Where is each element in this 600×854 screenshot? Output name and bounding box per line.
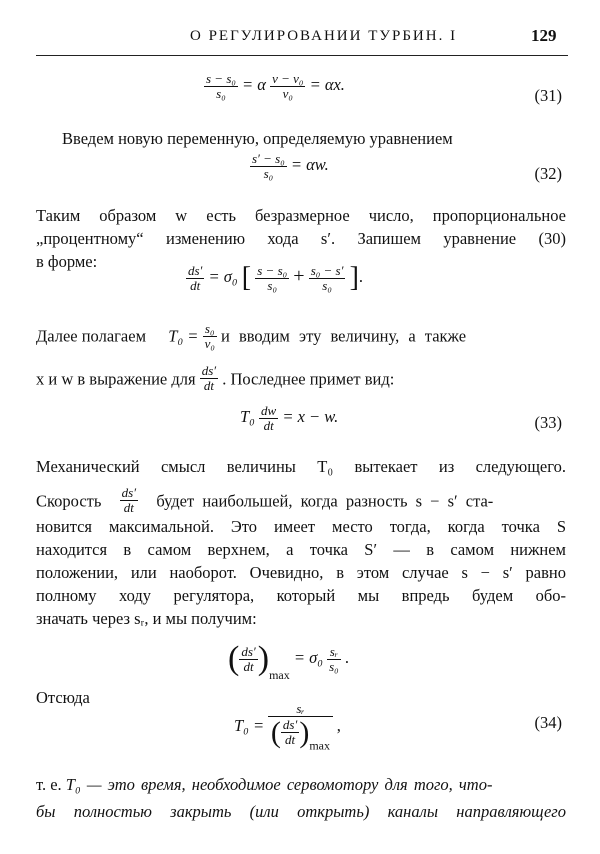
final-rest: T₀ — это время, необходимое сервомотору для того, что- bbox=[65, 775, 493, 794]
form-d1: s₀ bbox=[267, 277, 277, 293]
final-prefix: т. е. bbox=[36, 775, 62, 794]
equation-31-number: (31) bbox=[534, 86, 562, 105]
para3-line2 bbox=[36, 486, 566, 514]
page-number: 129 bbox=[531, 26, 557, 45]
final-line2: бы полностью закрыть (или открыть) каналы направляющего bbox=[36, 802, 566, 821]
para3-l2-den: dt bbox=[123, 499, 134, 515]
eq32-rhs: = αw. bbox=[290, 154, 329, 174]
equation-33-number: (33) bbox=[534, 413, 562, 432]
eq33-den: dt bbox=[263, 417, 274, 433]
final-line1 bbox=[36, 777, 566, 794]
form-end: . bbox=[358, 266, 364, 286]
max-eq: = σ₀ bbox=[293, 647, 323, 667]
para2-e: . Последнее примет вид: bbox=[222, 369, 395, 389]
intro-32: Введем новую переменную, определяемую уравнением bbox=[62, 129, 453, 148]
eq31-rhs: = αx. bbox=[309, 74, 345, 94]
para3-line5: положении, или наоборот. Очевидно, в этом случае s − s′ равно bbox=[36, 563, 566, 582]
form-plus: + bbox=[293, 264, 305, 287]
para3-line1: Механический смысл величины T₀ вытекает из следующего. bbox=[36, 457, 566, 476]
para1-line3: в форме: bbox=[36, 252, 98, 271]
para3-line4: находится в самом верхнем, а точка S′ — в самом нижнем bbox=[36, 540, 566, 559]
header-rule bbox=[36, 55, 568, 56]
form-n2: s₀ − s′ bbox=[310, 262, 344, 278]
eq33-rhs: = x − w. bbox=[282, 406, 339, 426]
para2-d-num: ds′ bbox=[201, 363, 217, 378]
para2-t0-num: s₀ bbox=[203, 322, 217, 337]
eq31-eq: = α bbox=[242, 74, 266, 94]
max-den: dt bbox=[243, 658, 254, 674]
para3-l2-num: ds′ bbox=[121, 485, 137, 500]
eq34-inner-num: ds′ bbox=[282, 717, 298, 733]
eq34-num: sᵣ bbox=[268, 702, 332, 717]
eq32-num: s′ − s₀ bbox=[252, 151, 285, 166]
equation-31 bbox=[204, 72, 345, 100]
equation-34-number: (34) bbox=[534, 713, 562, 732]
form-eq: = σ₀ bbox=[208, 266, 238, 286]
para2-t0-den: v₀ bbox=[204, 335, 215, 351]
max-den2: s₀ bbox=[329, 658, 339, 674]
right-bracket: ] bbox=[349, 262, 359, 293]
para2-a: Далее полагаем bbox=[36, 326, 147, 346]
form-n1: s − s₀ bbox=[257, 262, 288, 278]
eq31-num2: v − v₀ bbox=[272, 71, 304, 86]
form-d2: s₀ bbox=[322, 277, 332, 293]
form-lhs-num: ds′ bbox=[188, 262, 203, 278]
eq34-inner-den: dt bbox=[285, 731, 296, 747]
para3-line3: новится максимальной. Это имеет место тогда, когда точка S bbox=[36, 517, 566, 536]
otsyuda: Отсюда bbox=[36, 688, 90, 707]
max-num: ds′ bbox=[241, 643, 256, 659]
para2-b: и вводим эту величину, а также bbox=[221, 326, 467, 346]
para3-l2b: будет наибольшей, когда разность s − s′ ста- bbox=[156, 491, 494, 511]
left-bracket: [ bbox=[241, 262, 252, 293]
para3-line7: значать через sᵣ, и мы получим: bbox=[36, 609, 257, 628]
eq31-den2: v₀ bbox=[282, 85, 293, 101]
para2-d-den: dt bbox=[203, 377, 214, 393]
para2-c: x и w в выражение для bbox=[36, 369, 196, 389]
running-header bbox=[0, 28, 600, 50]
para2-t0: T₀ = bbox=[168, 326, 199, 346]
max-num2: sᵣ bbox=[327, 645, 341, 660]
eq31-den1: s₀ bbox=[216, 85, 226, 101]
form-lhs-den: dt bbox=[190, 277, 201, 293]
eq32-den: s₀ bbox=[263, 165, 274, 181]
para1-line1: Таким образом w есть безразмерное число, пропорциональное bbox=[36, 206, 566, 225]
eq33-lhs: T₀ bbox=[240, 406, 255, 426]
eq34-lhs: T₀ = bbox=[234, 715, 265, 735]
para3-line6: полному ходу регулятора, который мы впредь будем обо- bbox=[36, 586, 566, 605]
eq33-num: dw bbox=[261, 403, 277, 418]
eq34-end: , bbox=[336, 715, 341, 735]
para2-line1 bbox=[36, 322, 566, 350]
equation-32 bbox=[250, 152, 329, 180]
max-end: . bbox=[344, 647, 349, 667]
eq34-sub: max bbox=[309, 738, 330, 753]
equation-34: T₀ = sᵣ ( $\frac{ds'}{dt}$ )max , bbox=[234, 701, 341, 753]
para2-line2 bbox=[36, 364, 394, 392]
equation-33 bbox=[240, 404, 338, 432]
equation-form bbox=[186, 262, 363, 294]
para1-line2: „процентному“ изменению хода s′. Запишем уравнение (30) bbox=[36, 229, 566, 248]
equation-32-number: (32) bbox=[534, 164, 562, 183]
header-title: О РЕГУЛИРОВАНИИ ТУРБИН. I bbox=[190, 28, 458, 44]
max-sub: max bbox=[269, 667, 290, 682]
para3-l2a: Скорость bbox=[36, 491, 102, 511]
eq31-num1: s − s₀ bbox=[206, 71, 236, 86]
equation-max: ( $\frac{ds'}{dt}$ )$_{max} = \sigma_0$ $\frac{\text{sᵣ}}{\text{s₀}}$ . bbox=[228, 640, 349, 682]
